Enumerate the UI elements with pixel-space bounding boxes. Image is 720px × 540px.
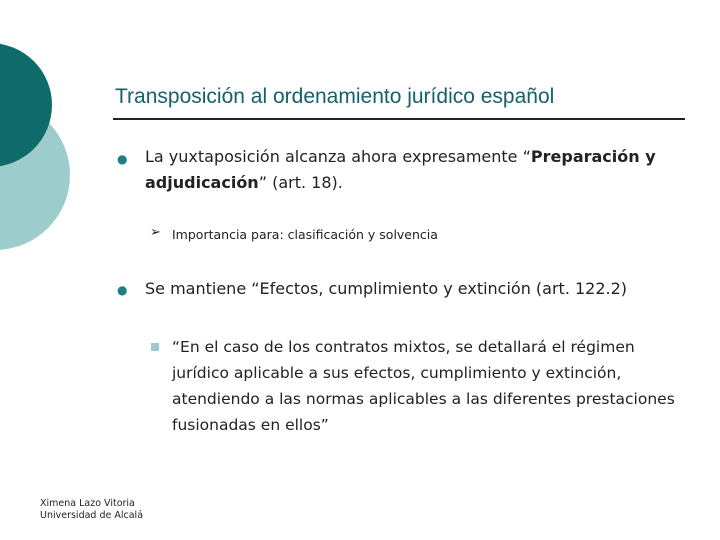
footer-author: Ximena Lazo Vitoria bbox=[40, 498, 135, 509]
bullet-1-text-after: ” (art. 18). bbox=[258, 173, 343, 192]
title-divider bbox=[113, 118, 685, 120]
slide-title: Transposición al ordenamiento jurídico español bbox=[115, 85, 555, 108]
bullet-1-sub: Importancia para: clasificación y solvencia bbox=[172, 227, 438, 242]
footer bbox=[40, 498, 143, 522]
bullet-2-sub: “En el caso de los contratos mixtos, se detallará el régimen jurídico aplicable a sus efectos, cumplimiento y extinción, atendiendo a las normas aplicables a las diferentes prestaciones fusionadas en ellos” bbox=[172, 338, 675, 434]
decorative-circles bbox=[0, 0, 120, 300]
square-bullet-icon bbox=[151, 343, 159, 351]
bullet-dot-2: ● bbox=[117, 283, 128, 297]
bullet-1-text bbox=[145, 144, 685, 196]
footer-university: Universidad de Alcalá bbox=[40, 510, 144, 521]
bullet-dot-1: ● bbox=[117, 152, 128, 166]
bullet-1-text-before: La yuxtaposición alcanza ahora expresamente “ bbox=[145, 147, 531, 166]
bullet-1-bold: Preparación y adjudicación bbox=[145, 147, 656, 192]
bullet-2-text: Se mantiene “Efectos, cumplimiento y extinción (art. 122.2) bbox=[145, 279, 628, 298]
arrow-bullet-icon: ➢ bbox=[150, 225, 161, 240]
